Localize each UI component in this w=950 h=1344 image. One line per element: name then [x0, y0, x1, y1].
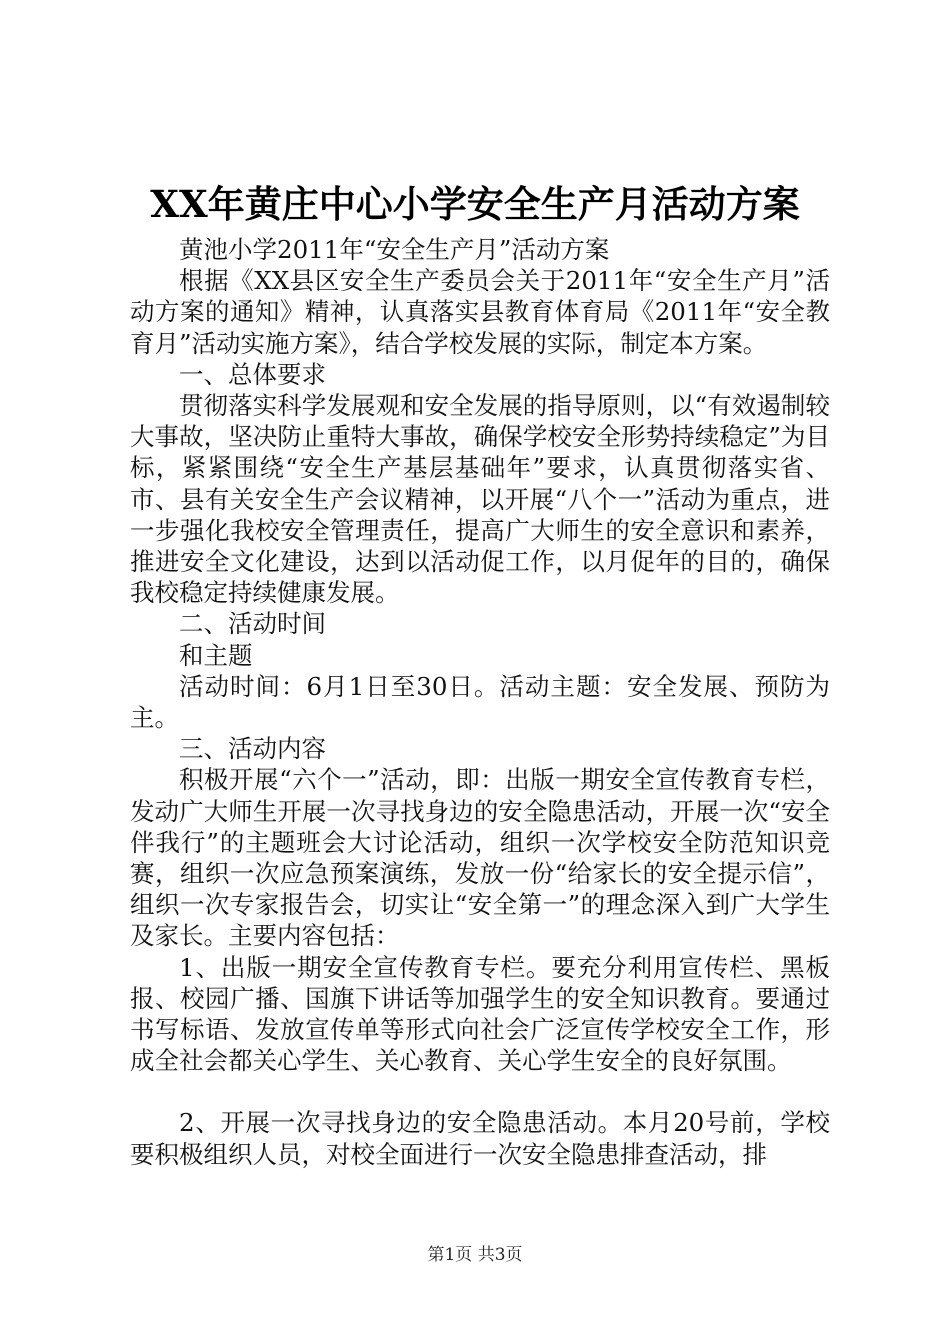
content-item-2-paragraph: 2、开展一次寻找身边的安全隐患活动。本月20号前，学校要积极组织人员，对校全面进行一次安全隐患排查活动，排 — [130, 1108, 830, 1169]
activity-time-paragraph: 活动时间：6月1日至30日。活动主题：安全发展、预防为主。 — [130, 671, 830, 733]
content-item-1-paragraph: 1、出版一期安全宣传教育专栏。要充分利用宣传栏、黑板报、校园广播、国旗下讲话等加强学生的安全知识教育。要通过书写标语、发放宣传单等形式向社会广泛宣传学校安全工作，形成全社会都关心学生、关心教育、关心学生安全的良好氛围。 — [130, 952, 830, 1076]
section-heading-activity-content: 三、活动内容 — [179, 734, 326, 764]
activity-content-paragraph: 积极开展“六个一”活动，即：出版一期安全宣传教育专栏，发动广大师生开展一次寻找身边的安全隐患活动，开展一次“安全伴我行”的主题班会大讨论活动，组织一次学校安全防范知识竞赛，组织一次应急预案演练，发放一份“给家长的安全提示信”，组织一次专家报告会，切实让“安全第一”的理念深入到广大学生及家长。主要内容包括： — [130, 765, 830, 951]
intro-paragraph: 根据《XX县区安全生产委员会关于2011年“安全生产月”活动方案的通知》精神，认真落实县教育体育局《2011年“安全教育月”活动实施方案》，结合学校发展的实际，制定本方案。 — [130, 266, 830, 358]
paragraph-gap — [130, 1076, 830, 1107]
section-heading-general-requirements: 一、总体要求 — [179, 359, 326, 389]
document-title: XX年黄庄中心小学安全生产月活动方案 — [150, 182, 800, 226]
general-requirements-paragraph: 贯彻落实科学发展观和安全发展的指导原则，以“有效遏制较大事故，坚决防止重特大事故，确保学校安全形势持续稳定”为目标，紧紧围绕“安全生产基层基础年”要求，认真贯彻落实省、市、县有关安全生产会议精神，以开展“八个一”活动为重点，进一步强化我校安全管理责任，提高广大师生的安全意识和素养，推进安全文化建设，达到以活动促工作，以月促年的目的，确保我校稳定持续健康发展。 — [130, 391, 830, 608]
section-heading-activity-time: 二、活动时间 — [179, 609, 326, 639]
subtitle-paragraph: 黄池小学2011年“安全生产月”活动方案 — [179, 235, 610, 264]
page-number-footer: 第1页 共3页 — [427, 1245, 523, 1265]
section-heading-theme: 和主题 — [179, 640, 253, 670]
document-body — [130, 234, 830, 1170]
